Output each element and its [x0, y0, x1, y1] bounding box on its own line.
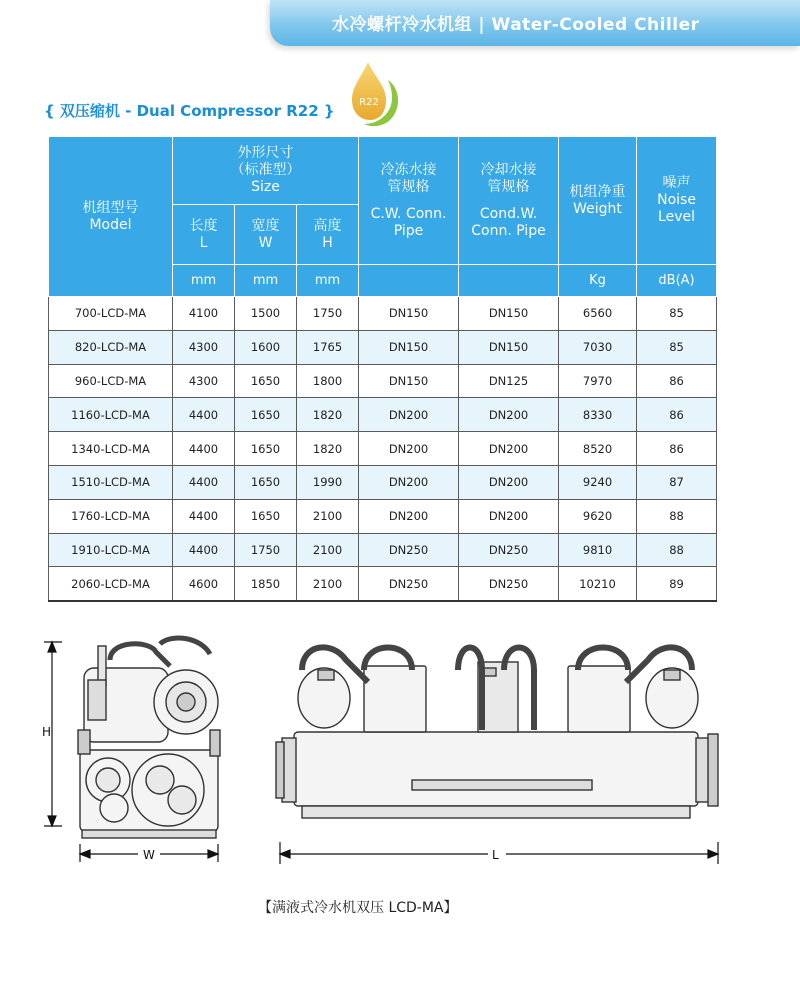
- table-cell: 2100: [297, 533, 359, 567]
- table-row: [49, 499, 717, 533]
- table-row: [49, 533, 717, 567]
- table-cell: 2100: [297, 499, 359, 533]
- table-row: [49, 297, 717, 331]
- table-cell: 88: [637, 533, 717, 567]
- table-cell: 1750: [297, 297, 359, 331]
- r22-drop-icon: [344, 58, 406, 128]
- col-length: 长度 L: [173, 205, 235, 265]
- table-cell: DN250: [459, 533, 559, 567]
- table-cell: 1340-LCD-MA: [49, 432, 173, 466]
- table-row: [49, 330, 717, 364]
- col-cw-pipe: 冷冻水接 管规格 C.W. Conn. Pipe: [359, 137, 459, 265]
- table-cell: 1750: [235, 533, 297, 567]
- r22-badge-text: R22: [359, 97, 379, 108]
- table-cell: 85: [637, 330, 717, 364]
- table-row: [49, 398, 717, 432]
- table-cell: 1910-LCD-MA: [49, 533, 173, 567]
- table-cell: 4400: [173, 432, 235, 466]
- table-cell: 4400: [173, 533, 235, 567]
- table-cell: 2100: [297, 567, 359, 601]
- table-row: [49, 465, 717, 499]
- unit-length: mm: [173, 265, 235, 297]
- spec-table-body: [49, 297, 717, 602]
- table-cell: 4600: [173, 567, 235, 601]
- table-cell: DN125: [459, 364, 559, 398]
- table-cell: 9620: [559, 499, 637, 533]
- table-cell: DN150: [459, 330, 559, 364]
- table-cell: 88: [637, 499, 717, 533]
- table-cell: 700-LCD-MA: [49, 297, 173, 331]
- col-model: 机组型号 Model: [49, 137, 173, 297]
- height-dim-label: H: [42, 725, 52, 739]
- table-cell: DN150: [359, 330, 459, 364]
- side-view-drawing: [40, 630, 240, 870]
- table-cell: DN200: [359, 499, 459, 533]
- table-cell: 4300: [173, 330, 235, 364]
- unit-noise: dB(A): [637, 265, 717, 297]
- table-cell: 1760-LCD-MA: [49, 499, 173, 533]
- banner-title: 水冷螺杆冷水机组 | Water-Cooled Chiller: [332, 15, 700, 35]
- table-cell: DN250: [459, 567, 559, 601]
- table-cell: 820-LCD-MA: [49, 330, 173, 364]
- table-cell: DN200: [459, 398, 559, 432]
- table-cell: 9810: [559, 533, 637, 567]
- table-cell: DN200: [459, 465, 559, 499]
- table-cell: 1820: [297, 398, 359, 432]
- table-row: [49, 567, 717, 601]
- table-cell: 8330: [559, 398, 637, 432]
- unit-cond-blank: [459, 265, 559, 297]
- col-height: 高度 H: [297, 205, 359, 265]
- table-cell: DN200: [359, 398, 459, 432]
- table-cell: 87: [637, 465, 717, 499]
- table-row: [49, 364, 717, 398]
- table-cell: DN150: [359, 364, 459, 398]
- table-cell: 1850: [235, 567, 297, 601]
- table-cell: 1765: [297, 330, 359, 364]
- table-cell: 960-LCD-MA: [49, 364, 173, 398]
- unit-width: mm: [235, 265, 297, 297]
- table-cell: DN200: [359, 432, 459, 466]
- table-cell: 4100: [173, 297, 235, 331]
- table-cell: 7970: [559, 364, 637, 398]
- col-size: 外形尺寸 （标准型） Size: [173, 137, 359, 205]
- table-cell: DN250: [359, 533, 459, 567]
- table-cell: 1600: [235, 330, 297, 364]
- table-cell: 1650: [235, 499, 297, 533]
- width-dim-label: W: [143, 848, 155, 862]
- table-cell: 9240: [559, 465, 637, 499]
- table-cell: 4400: [173, 398, 235, 432]
- front-view-drawing: [272, 630, 728, 870]
- table-cell: 1650: [235, 465, 297, 499]
- table-cell: 1650: [235, 364, 297, 398]
- table-cell: 89: [637, 567, 717, 601]
- table-cell: DN200: [459, 499, 559, 533]
- table-cell: 1510-LCD-MA: [49, 465, 173, 499]
- table-cell: DN150: [459, 297, 559, 331]
- table-cell: 7030: [559, 330, 637, 364]
- unit-weight: Kg: [559, 265, 637, 297]
- table-cell: 1500: [235, 297, 297, 331]
- figure-caption: 【满液式冷水机双压 LCD-MA】: [258, 900, 458, 916]
- table-cell: DN250: [359, 567, 459, 601]
- table-cell: 86: [637, 364, 717, 398]
- section-title: { 双压缩机 - Dual Compressor R22 }: [44, 102, 335, 120]
- spec-table: [48, 136, 717, 602]
- col-noise: 噪声 Noise Level: [637, 137, 717, 265]
- table-cell: 86: [637, 398, 717, 432]
- col-cond-pipe: 冷却水接 管规格 Cond.W. Conn. Pipe: [459, 137, 559, 265]
- table-row: [49, 432, 717, 466]
- table-cell: 1650: [235, 432, 297, 466]
- table-cell: 4300: [173, 364, 235, 398]
- unit-height: mm: [297, 265, 359, 297]
- table-cell: 86: [637, 432, 717, 466]
- header-banner: [270, 0, 800, 46]
- table-cell: 85: [637, 297, 717, 331]
- table-cell: 2060-LCD-MA: [49, 567, 173, 601]
- table-cell: 1990: [297, 465, 359, 499]
- table-cell: 1800: [297, 364, 359, 398]
- table-cell: 6560: [559, 297, 637, 331]
- table-cell: 1650: [235, 398, 297, 432]
- table-cell: 4400: [173, 465, 235, 499]
- table-cell: 1160-LCD-MA: [49, 398, 173, 432]
- unit-cw-blank: [359, 265, 459, 297]
- table-cell: 4400: [173, 499, 235, 533]
- table-cell: 1820: [297, 432, 359, 466]
- col-weight: 机组净重 Weight: [559, 137, 637, 265]
- col-width: 宽度 W: [235, 205, 297, 265]
- table-cell: DN200: [459, 432, 559, 466]
- table-cell: 10210: [559, 567, 637, 601]
- table-cell: DN150: [359, 297, 459, 331]
- table-cell: 8520: [559, 432, 637, 466]
- table-cell: DN200: [359, 465, 459, 499]
- length-dim-label: L: [492, 848, 499, 862]
